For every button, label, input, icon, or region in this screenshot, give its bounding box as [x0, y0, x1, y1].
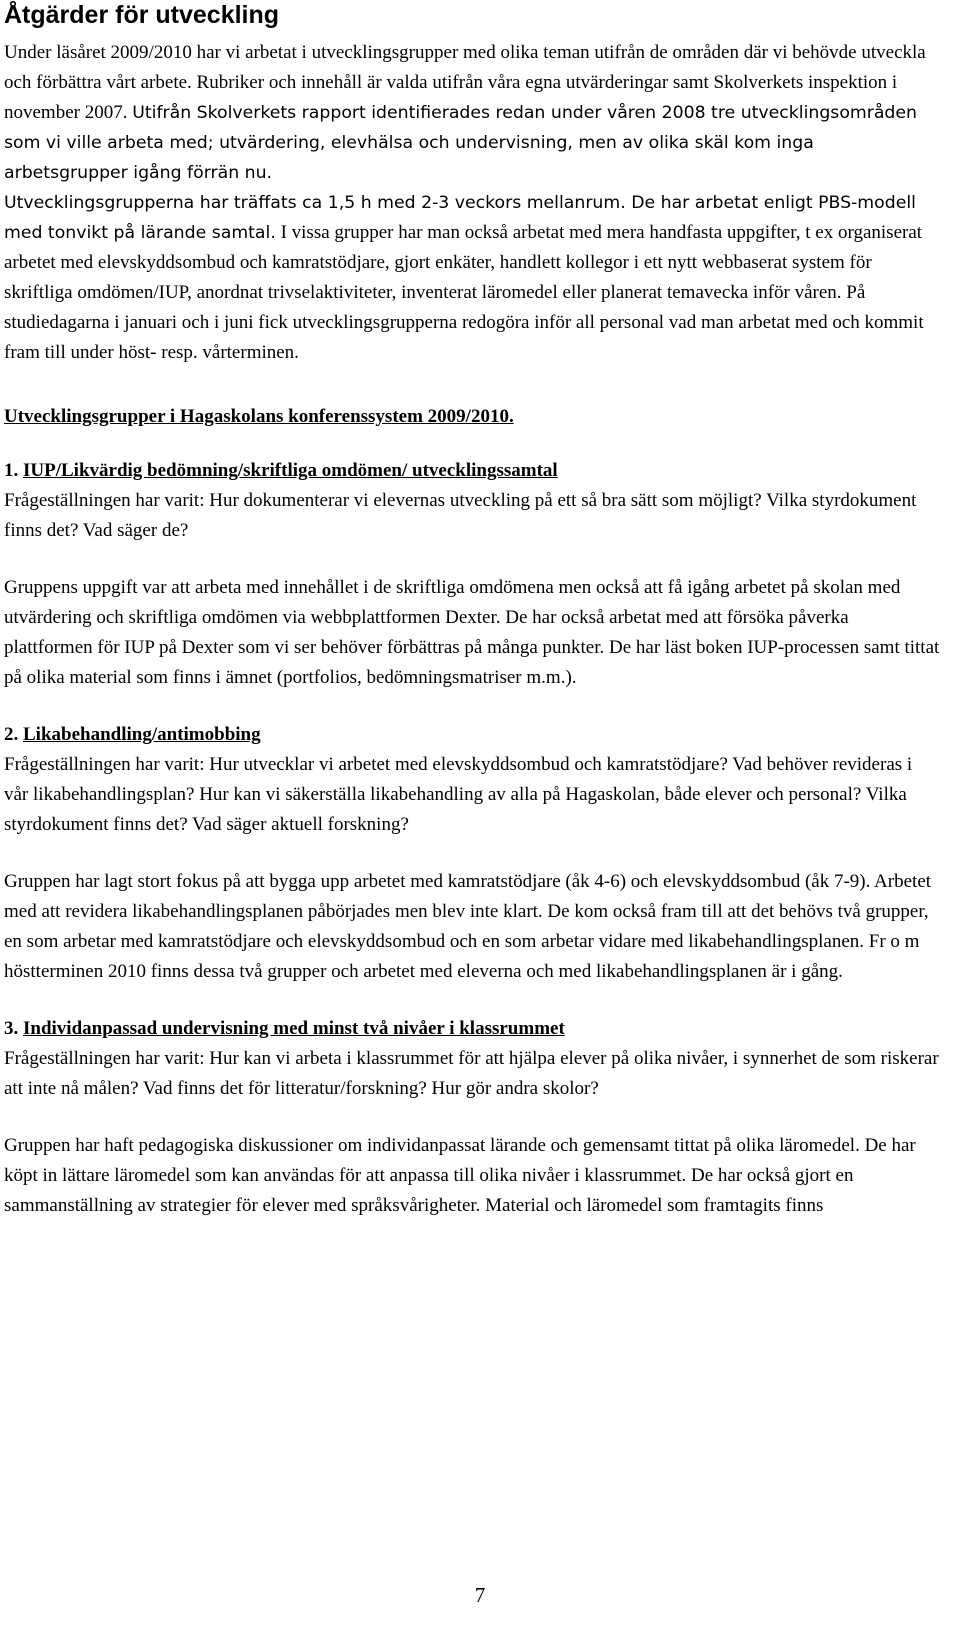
page-title: Åtgärder för utveckling — [4, 1, 280, 29]
section-heading — [4, 720, 940, 750]
spacer — [4, 987, 940, 1014]
section-text: Gruppen har lagt stort fokus på att bygga upp arbetet med kamratstödjare (åk 4-6) och elevskyddsombud (åk 7-9). Arbetet med att revidera likabehandlingsplanen påbörjades men blev inte klart. De kom också fram till att det behövs två grupper, en som arbetar med kamratstödjare och elevskyddsombud och en som arbetar vidare med likabehandlingsplanen. Fr o m höstterminen 2010 finns dessa två grupper och arbetet med eleverna och med likabehandlingsplanen är i gång. — [4, 871, 932, 982]
section-question: Frågeställningen har varit: Hur dokumenterar vi elevernas utveckling på ett så bra sätt som möjligt? Vilka styrdokument finns det? Vad säger de? — [4, 490, 917, 541]
section-number: 2. — [4, 724, 19, 745]
intro-text-sans-2: Utvecklingsgrupperna har träffats ca 1,5 h med 2-3 veckors mellanrum. De har arbetat enligt PBS-modell med tonvikt på lärande samtal. — [4, 193, 916, 243]
spacer — [4, 693, 940, 720]
intro-text: Under läsåret 2009/2010 har vi arbetat i utvecklingsgrupper med olika teman utifrån de områden där vi behövde utveckla och förbättra vårt arbete. Rubriker och innehåll är valda utifrån våra egna utvärderingar samt Skolverkets inspektion i november 2007. — [4, 42, 926, 123]
section-question: Frågeställningen har varit: Hur utvecklar vi arbetet med elevskyddsombud och kamratstödjare? Vad behöver revideras i vår likabehandlingsplan? Hur kan vi säkerställa likabehandling av alla på Hagaskolan, både elever och personal? Vilka styrdokument finns det? Vad säger aktuell forskning? — [4, 754, 913, 835]
groups-heading: Utvecklingsgrupper i Hagaskolans konferenssystem 2009/2010. — [4, 406, 514, 427]
section-question: Frågeställningen har varit: Hur kan vi arbeta i klassrummet för att hjälpa elever på olika nivåer, i synnerhet de som riskerar att inte nå målen? Vad finns det för litteratur/forskning? Hur gör andra skolor? — [4, 1048, 939, 1099]
spacer — [4, 840, 940, 867]
intro-paragraph-1 — [4, 38, 940, 188]
intro-paragraph-2 — [4, 188, 940, 368]
section-title: Likabehandling/antimobbing — [23, 724, 261, 745]
spacer — [4, 432, 940, 456]
document-body — [4, 38, 940, 1221]
section-heading — [4, 456, 940, 486]
intro-text-2: I vissa grupper har man också arbetat med mera handfasta uppgifter, t ex organiserat arbetet med elevskyddsombud och kamratstödjare, gjort enkäter, handlett kollegor i ett nytt webbaserat system för skriftliga omdömen/IUP, anordnat trivselaktiviteter, inventerat läromedel eller planerat temavecka inför våren. På studiedagarna i januari och i juni fick utvecklingsgrupperna redogöra inför all personal vad man arbetat med och kommit fram till under höst- resp. vårterminen. — [4, 222, 924, 363]
section-text: Gruppens uppgift var att arbeta med innehållet i de skriftliga omdömena men också att få igång arbetet på skolan med utvärdering och skriftliga omdömen via webbplattformen Dexter. De har också arbetat med att försöka påverka plattformen för IUP på Dexter som vi ser behöver förbättras på många punkter. De har läst boken IUP-processen samt tittat på olika material som finns i ämnet (portfolios, bedömningsmatriser m.m.). — [4, 577, 940, 688]
section-heading — [4, 1014, 940, 1044]
section-number: 3. — [4, 1018, 19, 1039]
page-number: 7 — [474, 1583, 486, 1607]
section-number: 1. — [4, 460, 19, 481]
spacer — [4, 368, 940, 402]
section-title: IUP/Likvärdig bedömning/skriftliga omdömen/ utvecklingssamtal — [23, 460, 558, 481]
spacer — [4, 1104, 940, 1131]
intro-text-sans: Utifrån Skolverkets rapport identifierades redan under våren 2008 tre utvecklingsområden som vi ville arbeta med; utvärdering, elevhälsa och undervisning, men av olika skäl kom inga arbetsgrupper igång förrän nu. — [4, 103, 917, 183]
section-text: Gruppen har haft pedagogiska diskussioner om individanpassat lärande och gemensamt tittat på olika läromedel. De har köpt in lättare läromedel som kan användas för att anpassa till olika nivåer i klassrummet. De har också gjort en sammanställning av strategier för elever med språksvårigheter. Material och läromedel som framtagits finns — [4, 1135, 916, 1216]
section-title: Individanpassad undervisning med minst två nivåer i klassrummet — [23, 1018, 565, 1039]
spacer — [4, 546, 940, 573]
